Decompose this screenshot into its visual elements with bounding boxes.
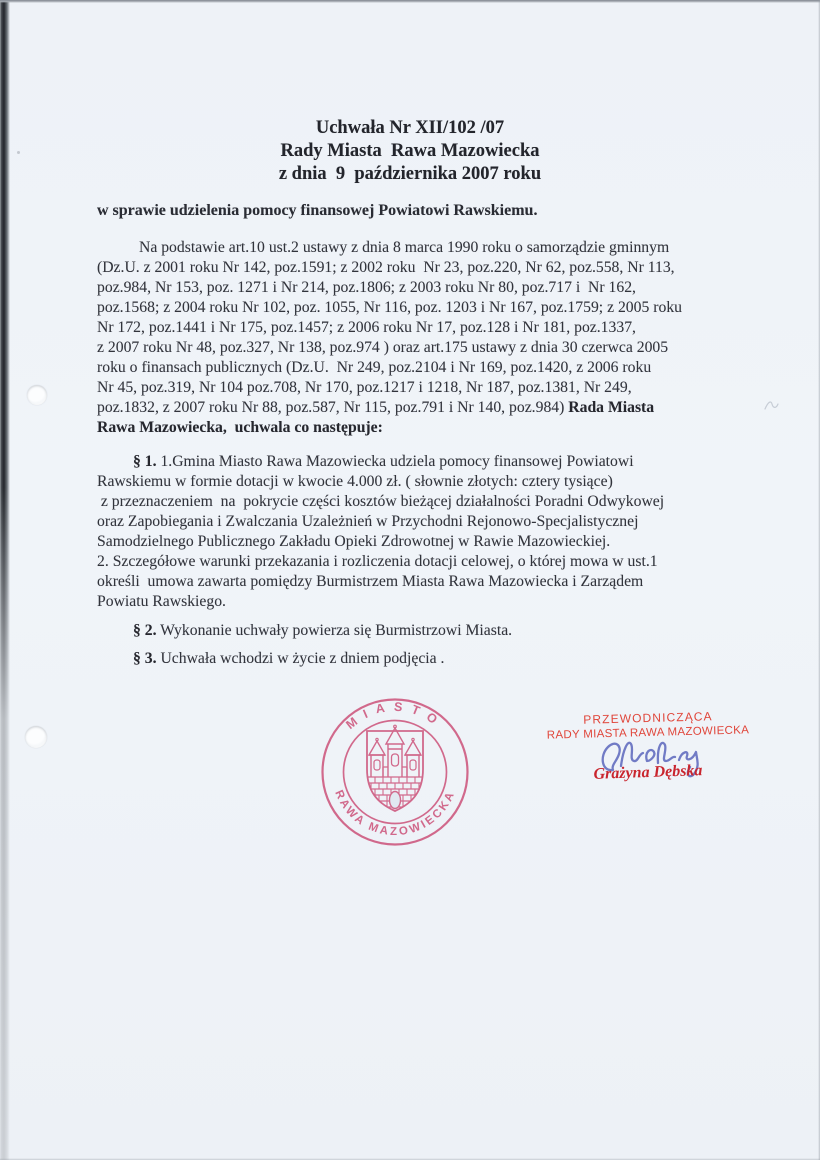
legal-line (97, 418, 682, 438)
section-1-text: 1.Gmina Miasto Rawa Mazowiecka udziela pomocy finansowej Powiatowi (156, 453, 634, 470)
legal-line (97, 398, 682, 418)
scan-edge-top (0, 0, 820, 3)
legal-line: Nr 172, poz.1441 i Nr 175, poz.1457; z 2006 roku Nr 17, poz.128 i Nr 181, poz.1337, (97, 319, 636, 336)
section-1-paragraph (97, 452, 664, 612)
section-3-label: § 3. (133, 650, 157, 667)
section-1-line: 2. Szczegółowe warunki przekazania i rozliczenia dotacji celowej, o której mowa w ust.1 (97, 553, 658, 570)
resolution-title (0, 117, 820, 186)
section-2-line (97, 621, 512, 641)
city-seal-stamp-icon (317, 697, 473, 847)
signer-name: Grażyna Dębska (593, 762, 703, 783)
section-1-first-line (97, 452, 664, 472)
title-line-council: Rady Miasta Rawa Mazowiecka (280, 141, 540, 161)
legal-line: roku o finansach publicznych (Dz.U. Nr 249, poz.2104 i Nr 169, poz.1420, z 2006 roku (97, 359, 652, 376)
section-1-line: Rawskiemu w formie dotacji w kwocie 4.000 zł. ( słownie złotych: cztery tysiące) (97, 473, 613, 490)
legal-line: poz.1568; z 2004 roku Nr 102, poz. 1055, Nr 116, poz. 1203 i Nr 167, poz.1759; z 2005 roku (97, 299, 683, 316)
section-3-text: Uchwała wchodzi w życie z dniem podjęcia . (156, 650, 445, 667)
legal-line-normal: poz.1832, z 2007 roku Nr 88, poz.587, Nr 115, poz.791 i Nr 140, poz.984) (97, 399, 569, 416)
section-1-label: § 1. (133, 453, 157, 470)
stamp-top-text: MIASTO (343, 699, 447, 733)
section-1-line: Samodzielnego Publicznego Zakładu Opieki Zdrowotnej w Rawie Mazowieckiej. (97, 533, 611, 550)
chairwoman-title: PRZEWODNICZĄCA (583, 709, 713, 727)
section-1-line: oraz Zapobiegania i Zwalczania Uzależnień w Przychodni Rejonowo-Specjalistycznej (97, 513, 639, 530)
scan-artifact-mark (762, 396, 782, 416)
council-name-line: RADY MIASTA RAWA MAZOWIECKA (546, 724, 750, 742)
legal-line: (Dz.U. z 2001 roku Nr 142, poz.1591; z 2002 roku Nr 23, poz.220, Nr 62, poz.558, Nr 113, (97, 259, 675, 276)
title-line-date: z dnia 9 października 2007 roku (278, 164, 542, 184)
stamp-bottom-text: RAWA MAZOWIECKA (332, 788, 458, 839)
coat-of-arms-icon (367, 725, 423, 811)
enacting-clause-bold: Rawa Mazowiecka, uchwala co następuje: (97, 419, 383, 436)
council-name-bold: Rada Miasta (568, 399, 655, 416)
legal-basis-paragraph (97, 238, 682, 438)
section-1-line: Powiatu Rawskiego. (97, 593, 226, 610)
section-1-line: określi umowa zawarta pomiędzy Burmistrzem Miasta Rawa Mazowiecka i Zarządem (97, 573, 644, 590)
hole-punch-top (27, 385, 47, 405)
title-line-number: Uchwała Nr XII/102 /07 (315, 118, 505, 138)
section-2-label: § 2. (133, 622, 157, 639)
section-2-paragraph (97, 621, 512, 641)
hole-punch-bottom (25, 726, 47, 748)
legal-line: Na podstawie art.10 ust.2 ustawy z dnia 8 marca 1990 roku o samorządzie gminnym (139, 239, 670, 256)
legal-line: z 2007 roku Nr 48, poz.327, Nr 138, poz.974 ) oraz art.175 ustawy z dnia 30 czerwca 2005 (97, 339, 669, 356)
section-2-text: Wykonanie uchwały powierza się Burmistrzowi Miasta. (156, 622, 513, 639)
legal-line: Nr 45, poz.319, Nr 104 poz.708, Nr 170, poz.1217 i 1218, Nr 187, poz.1381, Nr 249, (97, 379, 632, 396)
legal-line: poz.984, Nr 153, poz. 1271 i Nr 214, poz.1806; z 2003 roku Nr 80, poz.717 i Nr 162, (97, 279, 636, 296)
section-3-paragraph (97, 649, 444, 669)
subject-line: w sprawie udzielenia pomocy finansowej Powiatowi Rawskiemu. (97, 202, 538, 219)
section-1-line: z przeznaczeniem na pokrycie części kosztów bieżącej działalności Poradni Odwykowej (97, 493, 665, 510)
section-3-line (97, 649, 444, 669)
